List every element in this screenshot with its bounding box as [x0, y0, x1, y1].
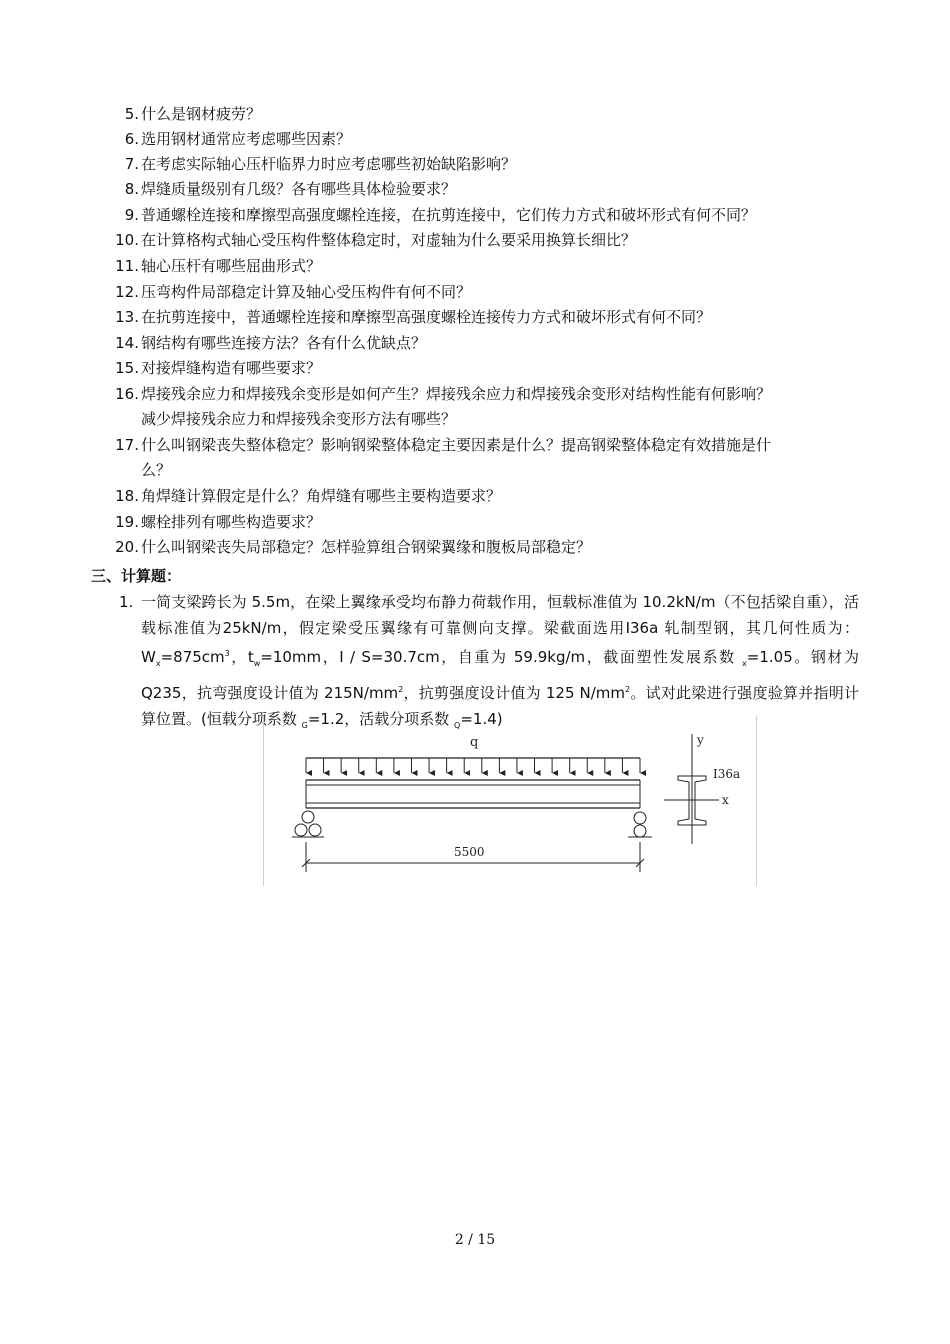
section-title-calculation: 三、计算题：: [91, 567, 182, 585]
beam-figure: [263, 716, 757, 886]
question-text: 在考虑实际轴心压杆临界力时应考虑哪些初始缺陷影响？: [141, 155, 517, 173]
problem-text-part: =1.2，活载分项系数: [307, 710, 455, 728]
page-number: 2 / 15: [454, 1232, 496, 1248]
subscript-g: G: [301, 721, 308, 730]
question-12: [115, 280, 472, 305]
question-text: 焊缝质量级别有几级？各有哪些具体检验要求？: [141, 180, 457, 198]
beam-diagram: [264, 716, 756, 886]
problem-text-part: =875cm: [160, 648, 225, 666]
question-number: 8.: [124, 180, 139, 198]
question-text: 压弯构件局部稳定计算及轴心受压构件有何不同？: [141, 283, 472, 301]
question-number: 6.: [124, 130, 139, 148]
superscript-2: 2: [398, 685, 404, 694]
question-17: [115, 433, 772, 458]
span-label: 5500: [454, 845, 485, 859]
question-text: 轴心压杆有哪些屈曲形式？: [141, 257, 322, 275]
question-text: 普通螺栓连接和摩擦型高强度螺栓连接，在抗剪连接中，它们传力方式和破坏形式有何不同？: [141, 206, 757, 224]
question-number: 13.: [115, 308, 139, 326]
axis-x-label: x: [722, 793, 729, 807]
question-20: [115, 535, 592, 560]
problem-text-part: =1.4): [460, 710, 503, 728]
question-number: 11.: [115, 257, 139, 275]
question-17-line-2: [141, 458, 171, 483]
question-10: [115, 228, 637, 253]
question-number: 5.: [124, 105, 139, 123]
question-text: 在抗剪连接中，普通螺栓连接和摩擦型高强度螺栓连接传力方式和破坏形式有何不同？: [141, 308, 712, 326]
subscript-q: Q: [454, 721, 461, 730]
question-number: 15.: [115, 359, 139, 377]
question-18: [115, 484, 502, 509]
subscript-w: w: [253, 659, 261, 668]
question-number: 17.: [115, 436, 139, 454]
right-support-icon: [628, 812, 652, 837]
subscript-x-gamma: x: [742, 659, 747, 668]
subscript-x: x: [155, 659, 161, 668]
question-15: [115, 356, 322, 381]
question-text-continued: 么？: [141, 461, 172, 479]
question-number: 18.: [115, 487, 139, 505]
question-text: 选用钢材通常应考虑哪些因素？: [141, 130, 352, 148]
question-text: 对接焊缝构造有哪些要求？: [141, 359, 322, 377]
question-7: [124, 152, 517, 177]
question-text: 什么叫钢梁丧失局部稳定？怎样验算组合钢梁翼缘和腹板局部稳定？: [141, 538, 592, 556]
beam-body: [306, 780, 640, 808]
problem-text-part: ，t: [229, 648, 254, 666]
superscript-2: 2: [625, 685, 631, 694]
problem-text-part: =1.05。钢材为 Q235，抗弯强度设计值为 215N/mm: [141, 648, 859, 702]
question-6: [124, 127, 352, 152]
question-number: 14.: [115, 334, 139, 352]
question-text-continued: 减少焊接残余应力和焊接残余变形方法有哪些？: [141, 410, 457, 428]
question-number: 7.: [124, 155, 139, 173]
question-text: 什么叫钢梁丧失整体稳定？影响钢梁整体稳定主要因素是什么？提高钢梁整体稳定有效措施是什: [141, 436, 772, 454]
question-number: 20.: [115, 538, 139, 556]
question-number: 10.: [115, 231, 139, 249]
question-text: 在计算格构式轴心受压构件整体稳定时，对虚轴为什么要采用换算长细比？: [141, 231, 637, 249]
question-text: 螺栓排列有哪些构造要求？: [141, 513, 322, 531]
question-number: 16.: [115, 385, 139, 403]
problem-number: 1.: [119, 593, 134, 611]
load-label: q: [470, 735, 479, 750]
left-support-icon: [292, 811, 324, 837]
question-text: 角焊缝计算假定是什么？角焊缝有哪些主要构造要求？: [141, 487, 502, 505]
question-11: [115, 254, 322, 279]
i-beam-section-icon: [664, 734, 719, 844]
question-number: 19.: [115, 513, 139, 531]
question-14: [115, 331, 427, 356]
axis-y-label: y: [697, 733, 704, 747]
question-13: [115, 305, 712, 330]
question-number: 12.: [115, 283, 139, 301]
question-5: [124, 102, 262, 127]
question-number: 9.: [124, 206, 139, 224]
question-text: 钢结构有哪些连接方法？各有什么优缺点？: [141, 334, 427, 352]
problem-text-part: 。试对此梁进行强度验算并指明计算位置。(恒载分项系数: [141, 684, 859, 728]
problem-text-part: ，抗剪强度设计值为 125 N/mm: [403, 684, 626, 702]
question-text: 什么是钢材疲劳？: [141, 105, 262, 123]
question-16-line-2: [141, 407, 456, 432]
section-label: I36a: [713, 767, 741, 781]
superscript-3: 3: [224, 649, 230, 658]
problem-text-part: =10mm，I / S=30.7cm，自重为 59.9kg/m，截面塑性发展系数: [260, 648, 743, 666]
question-16: [115, 382, 772, 407]
question-19: [115, 510, 322, 535]
question-8: [124, 177, 457, 202]
question-9: [124, 203, 757, 228]
load-arrows: [306, 758, 640, 773]
problem-text-part: 一简支梁跨长为 5.5m，在梁上翼缘承受均布静力荷载作用，恒载标准值为 10.2kN/m（不包括梁自重），活载标准值为25kN/m，假定梁受压翼缘有可靠侧向支撑。梁截面选用I36a 轧制型钢，其几何性质为：W: [141, 593, 859, 666]
question-text: 焊接残余应力和焊接残余变形是如何产生？焊接残余应力和焊接残余变形对结构性能有何影响？: [141, 385, 772, 403]
